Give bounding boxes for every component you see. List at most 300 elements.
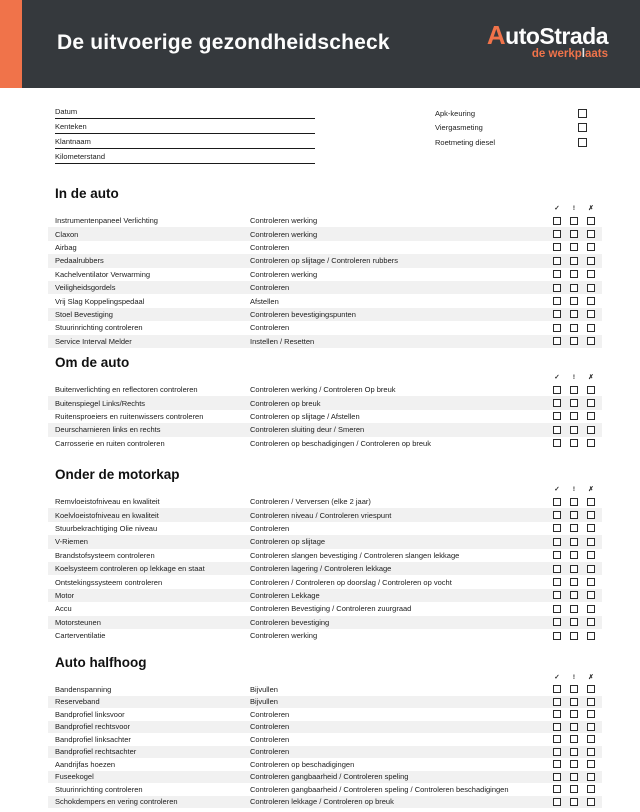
task-description: Bijvullen bbox=[250, 697, 278, 707]
check-row bbox=[48, 294, 602, 307]
item-label: Motorsteunen bbox=[55, 617, 101, 627]
check-row bbox=[48, 396, 602, 409]
checkbox-fail[interactable] bbox=[587, 217, 595, 225]
result-column-icons bbox=[48, 204, 602, 213]
item-label: Fuseekogel bbox=[55, 772, 94, 782]
check-row bbox=[48, 721, 602, 734]
checkbox-warn[interactable] bbox=[570, 748, 578, 756]
check-icon: ✓ bbox=[554, 374, 560, 381]
task-description: Controleren op slijtage bbox=[250, 537, 326, 547]
check-icon: ✓ bbox=[554, 486, 560, 493]
check-row bbox=[48, 796, 602, 809]
check-row bbox=[48, 410, 602, 423]
result-checkboxes bbox=[553, 565, 602, 573]
result-checkboxes bbox=[553, 685, 602, 693]
checkbox-ok[interactable] bbox=[553, 310, 561, 318]
task-description: Controleren werking / Controleren Op breuk bbox=[250, 385, 396, 395]
task-description: Controleren / Controleren op doorslag / Controleren op vocht bbox=[250, 577, 452, 587]
checkbox-fail[interactable] bbox=[587, 297, 595, 305]
section-rows bbox=[48, 495, 602, 642]
task-description: Controleren op beschadigingen / Controleren op breuk bbox=[250, 438, 431, 448]
result-checkboxes bbox=[553, 243, 602, 251]
checkbox-ok[interactable] bbox=[553, 217, 561, 225]
item-label: Aandrijfas hoezen bbox=[55, 759, 116, 769]
task-description: Afstellen bbox=[250, 296, 279, 306]
task-description: Controleren op slijtage / Afstellen bbox=[250, 411, 360, 421]
check-row bbox=[48, 602, 602, 615]
checkbox-fail[interactable] bbox=[587, 605, 595, 613]
check-row bbox=[48, 423, 602, 436]
checkbox-ok[interactable] bbox=[553, 498, 561, 506]
result-checkboxes bbox=[553, 605, 602, 613]
result-checkboxes bbox=[553, 386, 602, 394]
checkbox-ok[interactable] bbox=[553, 524, 561, 532]
check-row bbox=[48, 683, 602, 696]
check-row bbox=[48, 562, 602, 575]
checkbox-ok[interactable] bbox=[553, 257, 561, 265]
section-title: In de auto bbox=[55, 186, 119, 201]
result-checkboxes bbox=[553, 723, 602, 731]
result-checkboxes bbox=[553, 538, 602, 546]
pre-check-label: Roetmeting diesel bbox=[435, 137, 496, 147]
checkbox-ok[interactable] bbox=[553, 439, 561, 447]
pre-check-apk-keuring bbox=[435, 106, 587, 121]
checkbox-ok[interactable] bbox=[553, 270, 561, 278]
checkbox-ok[interactable] bbox=[553, 591, 561, 599]
result-checkboxes bbox=[553, 230, 602, 238]
result-checkboxes bbox=[553, 551, 602, 559]
pre-check-label: Apk-keuring bbox=[435, 108, 476, 118]
checkbox-ok[interactable] bbox=[553, 297, 561, 305]
item-label: Deurscharnieren links en rechts bbox=[55, 425, 161, 435]
item-label: Buitenspiegel Links/Rechts bbox=[55, 398, 146, 408]
checkbox-fail[interactable] bbox=[587, 773, 595, 781]
check-row bbox=[48, 535, 602, 548]
checkbox-fail[interactable] bbox=[587, 399, 595, 407]
cross-icon: ✗ bbox=[588, 486, 594, 493]
task-description: Controleren bbox=[250, 523, 290, 533]
check-row bbox=[48, 575, 602, 588]
checkbox-fail[interactable] bbox=[587, 632, 595, 640]
checkbox-ok[interactable] bbox=[553, 551, 561, 559]
checkbox-fail[interactable] bbox=[587, 498, 595, 506]
checkbox-warn[interactable] bbox=[570, 270, 578, 278]
item-label: Vrij Slag Koppelingspedaal bbox=[55, 296, 145, 306]
checkbox-warn[interactable] bbox=[570, 399, 578, 407]
checkbox-ok[interactable] bbox=[553, 578, 561, 586]
task-description: Controleren bbox=[250, 323, 290, 333]
checkbox-ok[interactable] bbox=[553, 710, 561, 718]
item-label: Ruitensproeiers en ruitenwissers controleren bbox=[55, 411, 204, 421]
checkbox-fail[interactable] bbox=[587, 524, 595, 532]
check-row bbox=[48, 629, 602, 642]
checkbox-warn[interactable] bbox=[570, 685, 578, 693]
checkbox-warn[interactable] bbox=[570, 538, 578, 546]
checkbox-fail[interactable] bbox=[587, 230, 595, 238]
checkbox-ok[interactable] bbox=[553, 230, 561, 238]
checkbox-fail[interactable] bbox=[587, 551, 595, 559]
checkbox-ok[interactable] bbox=[553, 538, 561, 546]
accent-stripe bbox=[0, 0, 22, 88]
result-checkboxes bbox=[553, 511, 602, 519]
task-description: Controleren op beschadigingen bbox=[250, 759, 355, 769]
result-checkboxes bbox=[553, 798, 602, 806]
item-label: Stoel Bevestiging bbox=[55, 309, 113, 319]
check-row bbox=[48, 549, 602, 562]
checkbox-warn[interactable] bbox=[570, 511, 578, 519]
pre-check-viergasmeting bbox=[435, 121, 587, 136]
item-label: Bandprofiel rechtsvoor bbox=[55, 722, 131, 732]
task-description: Controleren sluiting deur / Smeren bbox=[250, 425, 365, 435]
item-label: Ontstekingssysteem controleren bbox=[55, 577, 163, 587]
form-field-klantnaam[interactable] bbox=[55, 134, 315, 149]
checkbox-fail[interactable] bbox=[587, 270, 595, 278]
checkbox-warn[interactable] bbox=[570, 337, 578, 345]
checkbox-ok[interactable] bbox=[553, 735, 561, 743]
pre-check-roetmeting-diesel bbox=[435, 135, 587, 150]
task-description: Controleren bbox=[250, 747, 290, 757]
checkbox-warn[interactable] bbox=[570, 412, 578, 420]
checkbox-fail[interactable] bbox=[587, 698, 595, 706]
checkbox-warn[interactable] bbox=[570, 310, 578, 318]
item-label: Reserveband bbox=[55, 697, 100, 707]
task-description: Controleren niveau / Controleren vriespunt bbox=[250, 510, 392, 520]
section-title: Auto halfhoog bbox=[55, 655, 147, 670]
section-auto-halfhoog bbox=[48, 655, 602, 808]
checkbox-warn[interactable] bbox=[570, 785, 578, 793]
task-description: Controleren lekkage / Controleren op breuk bbox=[250, 797, 394, 807]
section-title: Onder de motorkap bbox=[55, 467, 180, 482]
result-checkboxes bbox=[553, 217, 602, 225]
task-description: Controleren bbox=[250, 722, 290, 732]
exclamation-icon: ! bbox=[572, 674, 576, 681]
result-checkboxes bbox=[553, 498, 602, 506]
checkbox-warn[interactable] bbox=[570, 798, 578, 806]
checkbox[interactable] bbox=[578, 123, 587, 132]
form-field-kilometerstand[interactable] bbox=[55, 149, 315, 164]
checkbox-fail[interactable] bbox=[587, 257, 595, 265]
check-row bbox=[48, 254, 602, 267]
task-description: Bijvullen bbox=[250, 684, 278, 694]
task-description: Controleren Bevestiging / Controleren zuurgraad bbox=[250, 604, 412, 614]
item-label: Buitenverlichting en reflectoren controleren bbox=[55, 385, 198, 395]
checkbox-ok[interactable] bbox=[553, 386, 561, 394]
checkbox-warn[interactable] bbox=[570, 578, 578, 586]
cross-icon: ✗ bbox=[588, 205, 594, 212]
task-description: Controleren bbox=[250, 734, 290, 744]
logo-wordmark-rest: utoStrada bbox=[505, 23, 608, 49]
item-label: Claxon bbox=[55, 229, 79, 239]
check-row bbox=[48, 696, 602, 709]
checkbox-warn[interactable] bbox=[570, 498, 578, 506]
document-title: De uitvoerige gezondheidscheck bbox=[57, 31, 390, 54]
item-label: Pedaalrubbers bbox=[55, 256, 104, 266]
checkbox-ok[interactable] bbox=[553, 698, 561, 706]
section-rows bbox=[48, 214, 602, 348]
pre-check-label: Viergasmeting bbox=[435, 123, 483, 133]
checkbox-ok[interactable] bbox=[553, 798, 561, 806]
check-row bbox=[48, 321, 602, 334]
checkbox-ok[interactable] bbox=[553, 760, 561, 768]
checkbox-fail[interactable] bbox=[587, 412, 595, 420]
exclamation-icon: ! bbox=[572, 486, 576, 493]
task-description: Controleren lagering / Controleren lekkage bbox=[250, 564, 392, 574]
checkbox-warn[interactable] bbox=[570, 284, 578, 292]
task-description: Controleren gangbaarheid / Controleren speling bbox=[250, 772, 409, 782]
checkbox-warn[interactable] bbox=[570, 773, 578, 781]
checkbox-fail[interactable] bbox=[587, 735, 595, 743]
result-checkboxes bbox=[553, 773, 602, 781]
result-checkboxes bbox=[553, 748, 602, 756]
check-row bbox=[48, 335, 602, 348]
check-row bbox=[48, 508, 602, 521]
field-label: Kenteken bbox=[55, 122, 87, 131]
logo-accent-letter: A bbox=[486, 20, 506, 50]
item-label: Koelvloeistofniveau en kwaliteit bbox=[55, 510, 159, 520]
checkbox-warn[interactable] bbox=[570, 591, 578, 599]
checkbox-fail[interactable] bbox=[587, 386, 595, 394]
pre-check-list bbox=[435, 106, 587, 150]
checkbox-fail[interactable] bbox=[587, 591, 595, 599]
checkbox-ok[interactable] bbox=[553, 605, 561, 613]
cross-icon: ✗ bbox=[588, 674, 594, 681]
autostrada-logo bbox=[487, 22, 608, 61]
section-rows bbox=[48, 683, 602, 808]
checkbox-warn[interactable] bbox=[570, 217, 578, 225]
check-row bbox=[48, 268, 602, 281]
task-description: Controleren gangbaarheid / Controleren speling / Controleren beschadigingen bbox=[250, 784, 509, 794]
exclamation-icon: ! bbox=[572, 205, 576, 212]
section-in-de-auto bbox=[48, 186, 602, 348]
item-label: Bandprofiel rechtsachter bbox=[55, 747, 137, 757]
checkbox-warn[interactable] bbox=[570, 230, 578, 238]
task-description: Controleren op slijtage / Controleren rubbers bbox=[250, 256, 398, 266]
check-icon: ✓ bbox=[554, 205, 560, 212]
checkbox-fail[interactable] bbox=[587, 798, 595, 806]
document-header bbox=[0, 0, 640, 88]
check-row bbox=[48, 241, 602, 254]
checkbox-fail[interactable] bbox=[587, 710, 595, 718]
task-description: Controleren slangen bevestiging / Controleren slangen lekkage bbox=[250, 550, 460, 560]
logo-tagline-post: aats bbox=[584, 48, 608, 60]
form-fields bbox=[55, 104, 315, 164]
result-checkboxes bbox=[553, 591, 602, 599]
checkbox-fail[interactable] bbox=[587, 426, 595, 434]
result-checkboxes bbox=[553, 297, 602, 305]
cross-icon: ✗ bbox=[588, 374, 594, 381]
result-checkboxes bbox=[553, 785, 602, 793]
check-row bbox=[48, 771, 602, 784]
logo-tagline-l: l bbox=[581, 48, 585, 60]
item-label: Remvloeistofniveau en kwaliteit bbox=[55, 497, 160, 507]
checkbox[interactable] bbox=[578, 109, 587, 118]
checkbox-fail[interactable] bbox=[587, 723, 595, 731]
checkbox-fail[interactable] bbox=[587, 243, 595, 251]
item-label: Brandstofsysteem controleren bbox=[55, 550, 155, 560]
item-label: Stuurinrichting controleren bbox=[55, 784, 143, 794]
checkbox-fail[interactable] bbox=[587, 748, 595, 756]
check-row bbox=[48, 308, 602, 321]
checkbox-warn[interactable] bbox=[570, 735, 578, 743]
result-column-icons bbox=[48, 673, 602, 682]
task-description: Controleren bbox=[250, 242, 290, 252]
checkbox-ok[interactable] bbox=[553, 399, 561, 407]
item-label: Accu bbox=[55, 604, 72, 614]
checkbox-ok[interactable] bbox=[553, 324, 561, 332]
result-column-icons bbox=[48, 485, 602, 494]
item-label: Veiligheidsgordels bbox=[55, 283, 116, 293]
result-checkboxes bbox=[553, 618, 602, 626]
task-description: Controleren Lekkage bbox=[250, 590, 320, 600]
checkbox-fail[interactable] bbox=[587, 578, 595, 586]
check-row bbox=[48, 214, 602, 227]
checkbox-ok[interactable] bbox=[553, 565, 561, 573]
checkbox-warn[interactable] bbox=[570, 710, 578, 718]
checkbox-fail[interactable] bbox=[587, 337, 595, 345]
checkbox-warn[interactable] bbox=[570, 605, 578, 613]
item-label: Kachelventilator Verwarming bbox=[55, 269, 151, 279]
checkbox-ok[interactable] bbox=[553, 337, 561, 345]
checkbox-warn[interactable] bbox=[570, 257, 578, 265]
check-row bbox=[48, 733, 602, 746]
checkbox-fail[interactable] bbox=[587, 685, 595, 693]
result-column-icons bbox=[48, 373, 602, 382]
task-description: Controleren werking bbox=[250, 631, 318, 641]
result-checkboxes bbox=[553, 324, 602, 332]
result-checkboxes bbox=[553, 524, 602, 532]
item-label: Bandprofiel linksvoor bbox=[55, 709, 125, 719]
checkbox-fail[interactable] bbox=[587, 511, 595, 519]
checkbox-ok[interactable] bbox=[553, 773, 561, 781]
section-om-de-auto bbox=[48, 355, 602, 450]
checkbox-warn[interactable] bbox=[570, 551, 578, 559]
checkbox-ok[interactable] bbox=[553, 284, 561, 292]
checkbox-ok[interactable] bbox=[553, 511, 561, 519]
checkbox[interactable] bbox=[578, 138, 587, 147]
check-row bbox=[48, 783, 602, 796]
logo-wordmark bbox=[487, 22, 608, 48]
task-description: Controleren bbox=[250, 709, 290, 719]
task-description: Controleren / Verversen (elke 2 jaar) bbox=[250, 497, 371, 507]
checkbox-warn[interactable] bbox=[570, 524, 578, 532]
checkbox-ok[interactable] bbox=[553, 243, 561, 251]
checkbox-warn[interactable] bbox=[570, 297, 578, 305]
checkbox-fail[interactable] bbox=[587, 538, 595, 546]
item-label: Koelsysteem controleren op lekkage en staat bbox=[55, 564, 205, 574]
checkbox-ok[interactable] bbox=[553, 618, 561, 626]
result-checkboxes bbox=[553, 760, 602, 768]
result-checkboxes bbox=[553, 439, 602, 447]
item-label: V-Riemen bbox=[55, 537, 88, 547]
item-label: Stuurinrichting controleren bbox=[55, 323, 143, 333]
check-row bbox=[48, 758, 602, 771]
checkbox-fail[interactable] bbox=[587, 618, 595, 626]
checkbox-fail[interactable] bbox=[587, 785, 595, 793]
form-field-datum[interactable] bbox=[55, 104, 315, 119]
field-label: Kilometerstand bbox=[55, 152, 106, 161]
item-label: Stuurbekrachtiging Olie niveau bbox=[55, 523, 158, 533]
checkbox-warn[interactable] bbox=[570, 760, 578, 768]
result-checkboxes bbox=[553, 412, 602, 420]
section-title: Om de auto bbox=[55, 355, 130, 370]
item-label: Airbag bbox=[55, 242, 77, 252]
checkbox-warn[interactable] bbox=[570, 439, 578, 447]
checkbox-fail[interactable] bbox=[587, 284, 595, 292]
result-checkboxes bbox=[553, 310, 602, 318]
checkbox-fail[interactable] bbox=[587, 310, 595, 318]
item-label: Motor bbox=[55, 590, 75, 600]
checkbox-ok[interactable] bbox=[553, 412, 561, 420]
check-row bbox=[48, 589, 602, 602]
field-label: Datum bbox=[55, 107, 78, 116]
item-label: Bandprofiel linksachter bbox=[55, 734, 131, 744]
checkbox-warn[interactable] bbox=[570, 698, 578, 706]
result-checkboxes bbox=[553, 578, 602, 586]
checkbox-warn[interactable] bbox=[570, 632, 578, 640]
checkbox-warn[interactable] bbox=[570, 386, 578, 394]
checkbox-warn[interactable] bbox=[570, 723, 578, 731]
task-description: Controleren werking bbox=[250, 229, 318, 239]
result-checkboxes bbox=[553, 735, 602, 743]
checkbox-ok[interactable] bbox=[553, 785, 561, 793]
check-row bbox=[48, 495, 602, 508]
task-description: Controleren op breuk bbox=[250, 398, 321, 408]
item-label: Instrumentenpaneel Verlichting bbox=[55, 216, 158, 226]
item-label: Bandenspanning bbox=[55, 684, 112, 694]
checkbox-ok[interactable] bbox=[553, 748, 561, 756]
task-description: Controleren werking bbox=[250, 269, 318, 279]
check-row bbox=[48, 746, 602, 759]
item-label: Service Interval Melder bbox=[55, 336, 132, 346]
item-label: Carterventilatie bbox=[55, 631, 106, 641]
item-label: Schokdempers en vering controleren bbox=[55, 797, 178, 807]
checkbox-warn[interactable] bbox=[570, 618, 578, 626]
checkbox-fail[interactable] bbox=[587, 565, 595, 573]
check-row bbox=[48, 281, 602, 294]
result-checkboxes bbox=[553, 632, 602, 640]
result-checkboxes bbox=[553, 399, 602, 407]
check-row bbox=[48, 522, 602, 535]
form-field-kenteken[interactable] bbox=[55, 119, 315, 134]
task-description: Controleren bevestiging bbox=[250, 617, 330, 627]
checkbox-fail[interactable] bbox=[587, 760, 595, 768]
logo-tagline bbox=[487, 49, 608, 61]
checkbox-warn[interactable] bbox=[570, 324, 578, 332]
check-icon: ✓ bbox=[554, 674, 560, 681]
checkbox-ok[interactable] bbox=[553, 426, 561, 434]
result-checkboxes bbox=[553, 257, 602, 265]
checkbox-warn[interactable] bbox=[570, 426, 578, 434]
section-onder-de-motorkap bbox=[48, 467, 602, 642]
checkbox-fail[interactable] bbox=[587, 324, 595, 332]
checkbox-ok[interactable] bbox=[553, 723, 561, 731]
check-row bbox=[48, 227, 602, 240]
result-checkboxes bbox=[553, 270, 602, 278]
logo-tagline-pre: de werkp bbox=[531, 48, 582, 60]
checkbox-warn[interactable] bbox=[570, 565, 578, 573]
checkbox-warn[interactable] bbox=[570, 243, 578, 251]
checkbox-ok[interactable] bbox=[553, 685, 561, 693]
result-checkboxes bbox=[553, 426, 602, 434]
result-checkboxes bbox=[553, 710, 602, 718]
check-row bbox=[48, 708, 602, 721]
check-row bbox=[48, 616, 602, 629]
checkbox-ok[interactable] bbox=[553, 632, 561, 640]
checkbox-fail[interactable] bbox=[587, 439, 595, 447]
task-description: Controleren bevestigingspunten bbox=[250, 309, 356, 319]
task-description: Controleren bbox=[250, 283, 290, 293]
item-label: Carrosserie en ruiten controleren bbox=[55, 438, 165, 448]
